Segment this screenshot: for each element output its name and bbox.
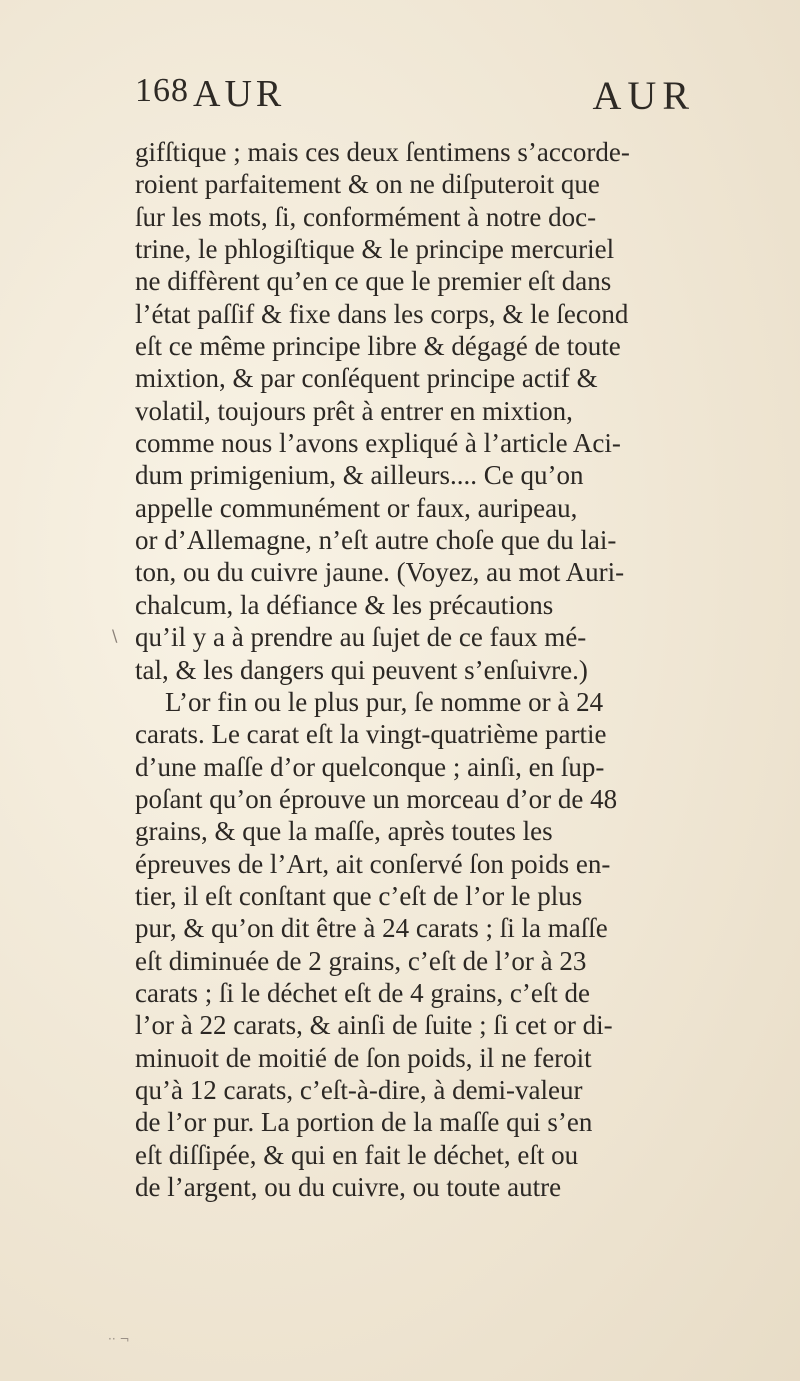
text-line: roient parfaitement & on ne diſputeroit que — [135, 169, 600, 200]
text-line: volatil, toujours prêt à entrer en mixtion, — [135, 395, 573, 426]
text-line: mixtion, & par conſéquent principe actif & — [135, 363, 598, 394]
text-line: chalcum, la défiance & les précautions — [135, 589, 554, 620]
running-head-left: AUR — [193, 73, 286, 115]
text-line: eſt diſſipée, & qui en fait le déchet, eſt ou — [135, 1139, 579, 1170]
text-line: de l’argent, ou du cuivre, ou toute autre — [135, 1172, 562, 1202]
text-line: épreuves de l’Art, ait conſervé ſon poids en- — [135, 848, 611, 879]
text-line: or d’Allemagne, n’eſt autre choſe que du lai- — [135, 525, 617, 556]
text-line: l’état paſſif & fixe dans les corps, & le ſecond — [135, 298, 629, 329]
page-number: 168 — [135, 72, 189, 109]
text-line: grains, & que la maſſe, après toutes les — [135, 816, 553, 847]
text-line: ſur les mots, ſi, conformément à notre doc- — [135, 201, 597, 232]
text-line: dum primigenium, & ailleurs.... Ce qu’on — [135, 460, 584, 491]
body-text — [135, 136, 775, 1203]
text-line: appelle communément or faux, auripeau, — [135, 492, 578, 523]
text-line: ton, ou du cuivre jaune. (Voyez, au mot Auri- — [135, 557, 625, 588]
text-line: poſant qu’on éprouve un morceau d’or de 48 — [135, 783, 618, 814]
text-line: eſt diminuée de 2 grains, c’eſt de l’or à 23 — [135, 945, 587, 976]
text-line: ne diffèrent qu’en ce que le premier eſt dans — [135, 266, 612, 297]
text-line: de l’or pur. La portion de la maſſe qui s’en — [135, 1107, 593, 1138]
text-line: carats ; ſi le déchet eſt de 4 grains, c’eſt de — [135, 977, 591, 1008]
text-line: comme nous l’avons expliqué à l’article Aci- — [135, 428, 621, 459]
margin-mark: \ — [112, 626, 118, 645]
paragraph-start-line: L’or fin ou le plus pur, ſe nomme or à 24 — [165, 686, 604, 717]
text-line: l’or à 22 carats, & ainſi de ſuite ; ſi cet or di- — [135, 1010, 613, 1041]
page-header — [135, 64, 695, 124]
text-line: carats. Le carat eſt la vingt-quatrième partie — [135, 719, 607, 750]
bottom-artifact: ·· ¬ — [108, 1332, 130, 1346]
text-line: d’une maſſe d’or quelconque ; ainſi, en ſup- — [135, 751, 605, 782]
text-line: trine, le phlogiſtique & le principe mercuriel — [135, 234, 615, 265]
text-line: gifſtique ; mais ces deux ſentimens s’accorde- — [135, 137, 630, 167]
running-head-right: AUR — [592, 73, 695, 118]
text-line: tier, il eſt conſtant que c’eſt de l’or le plus — [135, 880, 583, 911]
text-line: eſt ce même principe libre & dégagé de toute — [135, 331, 621, 362]
text-line: minuoit de moitié de ſon poids, il ne feroit — [135, 1042, 592, 1073]
text-line: qu’il y a à prendre au ſujet de ce faux mé- — [135, 622, 587, 653]
text-line: qu’à 12 carats, c’eſt-à-dire, à demi-valeur — [135, 1074, 583, 1105]
text-line: tal, & les dangers qui peuvent s’enſuivre.) — [135, 654, 588, 685]
text-line: pur, & qu’on dit être à 24 carats ; ſi la maſſe — [135, 913, 608, 944]
